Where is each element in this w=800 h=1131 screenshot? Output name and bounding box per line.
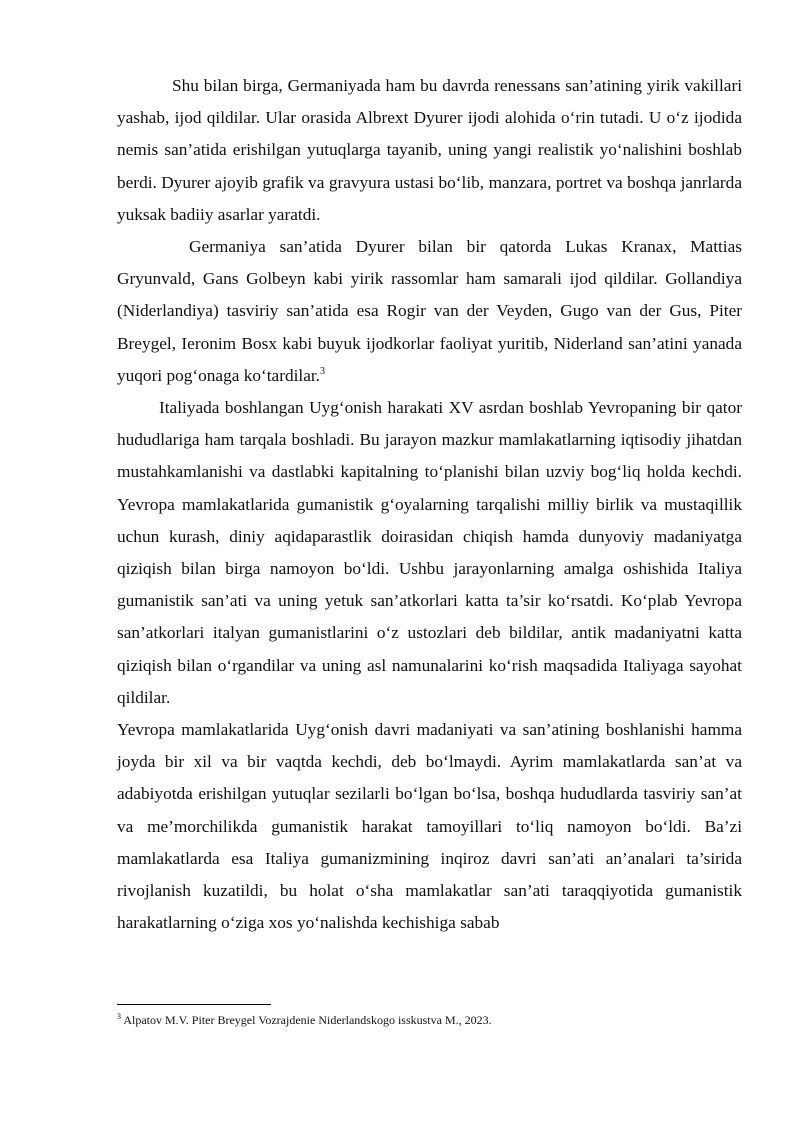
footnote-marker: 3 [117,1012,121,1021]
body-text [117,70,742,939]
footnote-text: Alpatov M.V. Piter Breygel Vozrajdenie Niderlandskogo isskustva M., 2023. [123,1013,492,1027]
paragraph-german-dutch-artists [117,231,742,392]
paragraph-renaissance-spread: Italiyada boshlangan Uyg‘onish harakati XV asrdan boshlab Yevropaning bir qator hududlariga ham tarqala boshladi. Bu jarayon mazkur mamlakatlarning iqtisodiy jihatdan mustahkamlanishi va dastlabki kapitalning to‘planishi bilan uzviy bog‘liq holda kechdi. Yevropa mamlakatlarida gumanistik g‘oyalarning tarqalishi milliy birlik va mustaqillik uchun kurash, diniy aqidaparastlik doirasidan chiqish hamda dunyoviy madaniyatga qiziqish bilan birga namoyon bo‘ldi. Ushbu jarayonlarning amalga oshishida Italiya gumanistik san’ati va uning yetuk san’atkorlari katta ta’sir ko‘rsatdi. Ko‘plab Yevropa san’atkorlari italyan gumanistlarini o‘z ustozlari deb bildilar, antik madaniyatni katta qiziqish bilan o‘rgandilar va uning asl namunalarini ko‘rish maqsadida Italiyaga sayohat qildilar. [117,398,742,707]
paragraph-renaissance-beginnings: Yevropa mamlakatlarida Uyg‘onish davri madaniyati va san’atining boshlanishi hamma joyda bir xil va bir vaqtda kechdi, deb bo‘lmaydi. Ayrim mamlakatlarda san’at va adabiyotda erishilgan yutuqlar sezilarli bo‘lgan bo‘lsa, boshqa hududlarda tasviriy san’at va me’morchilikda gumanistik harakat tamoyillari to‘liq namoyon bo‘ldi. Ba’zi mamlakatlarda esa Italiya gumanizmining inqiroz davri san’ati an’analari ta’sirida rivojlanish kuzatildi, bu holat o‘sha mamlakatlar san’ati taraqqiyotida gumanistik harakatlarning o‘ziga xos yo‘nalishda kechishiga sabab [117,720,742,933]
footnote-reference[interactable]: 3 [320,366,325,378]
paragraph-text: Germaniya san’atida Dyurer bilan bir qatorda Lukas Kranax, Mattias Gryunvald, Gans Golbeyn kabi yirik rassomlar ham samarali ijod qildilar. Gollandiya (Niderlandiya) tasviriy san’atida esa Rogir van der Veyden, Gugo van der Gus, Piter Breygel, Ieronim Bosx kabi buyuk ijodkorlar faoliyat yuritib, Niderland san’atini yanada yuqori pog‘onaga ko‘tardilar. [117,237,742,385]
paragraph-dyurer: Shu bilan birga, Germaniyada ham bu davrda renessans san’atining yirik vakillari yashab, ijod qildilar. Ular orasida Albrext Dyurer ijodi alohida o‘rin tutadi. U o‘z ijodida nemis san’atida erishilgan yutuqlarga tayanib, uning yangi realistik yo‘nalishini boshlab berdi. Dyurer ajoyib grafik va gravyura ustasi bo‘lib, manzara, portret va boshqa janrlarda yuksak badiiy asarlar yaratdi. [117,76,742,224]
footnote-separator [117,1004,271,1005]
footnote [117,1013,742,1028]
